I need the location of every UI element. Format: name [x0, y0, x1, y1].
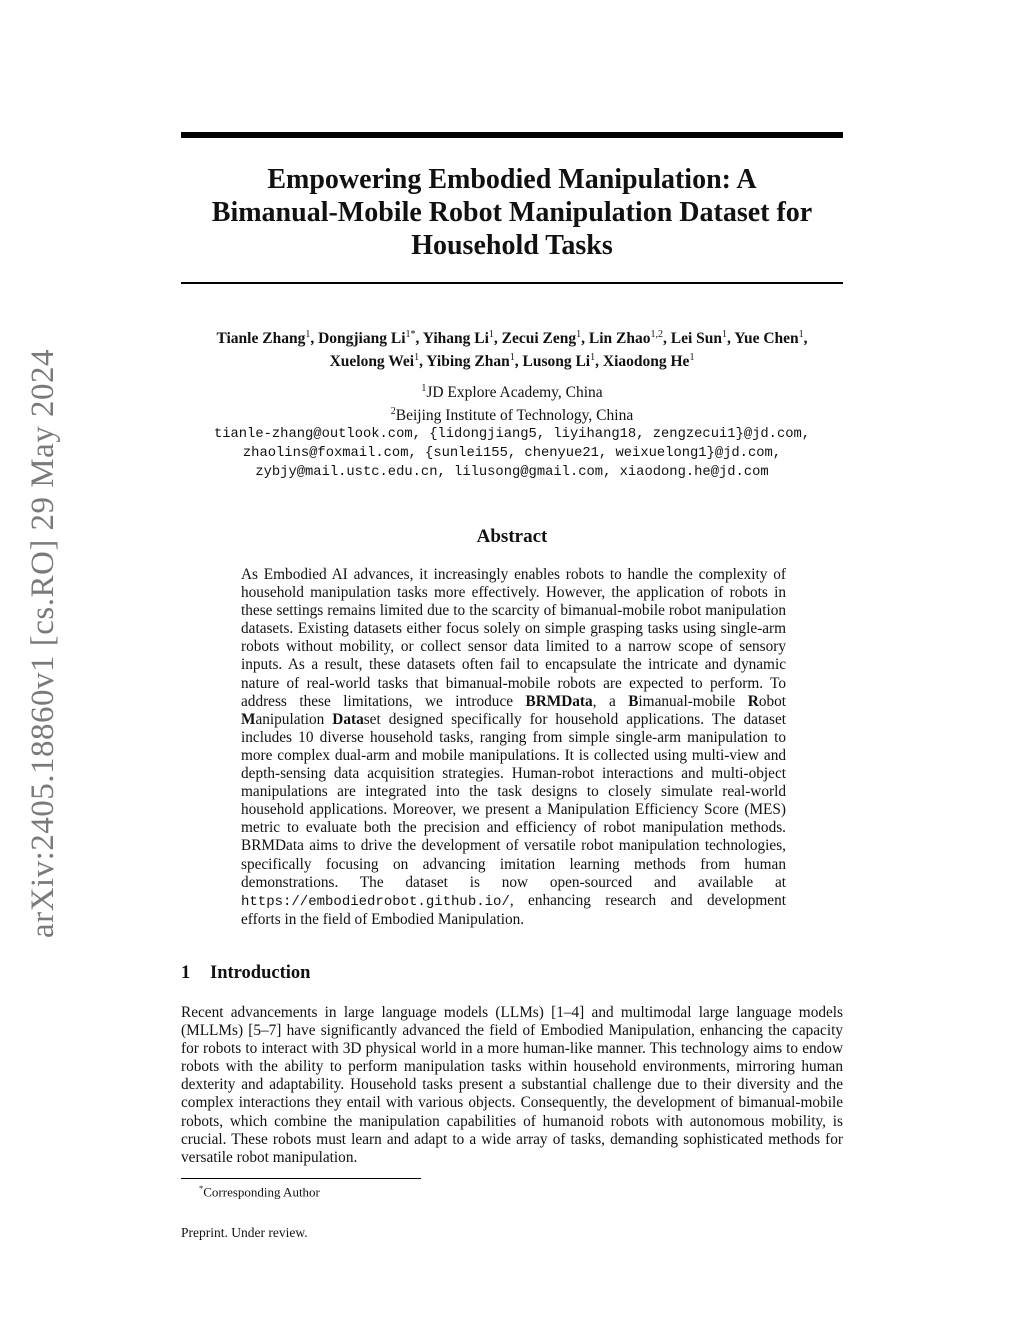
abstract-heading: Abstract	[476, 526, 548, 547]
author-name: Lin Zhao	[588, 330, 651, 348]
author-name: Dongjiang Li	[318, 330, 406, 348]
affiliation-name: JD Explore Academy, China	[426, 384, 603, 402]
abstract-text-part: imanual-mobile	[638, 692, 748, 710]
abstract-body	[241, 566, 786, 929]
footnote-mark: *	[199, 1183, 204, 1193]
affiliation-line	[181, 379, 843, 402]
affiliation-line	[181, 402, 843, 425]
project-url-link[interactable]: https://embodiedrobot.github.io/	[241, 893, 510, 910]
affiliation-mark: 1	[421, 383, 427, 394]
arxiv-sidebar-stamp	[18, 343, 70, 943]
section-heading	[181, 963, 843, 984]
author-affiliation-mark: 1,2	[650, 329, 663, 340]
author-name: Lei Sun	[670, 330, 723, 348]
title-line-1: Empowering Embodied Manipulation: A	[267, 164, 757, 195]
author-name: Zecui Zeng	[501, 330, 577, 348]
affiliations-block	[181, 379, 843, 482]
arxiv-identifier: arXiv:2405.18860v1 [cs.RO] 29 May 2024	[25, 348, 62, 938]
abstract-text-part: , enhancing research and development efforts in the field of Embodied Manipulation.	[241, 891, 786, 928]
footnote-text: Corresponding Author	[203, 1184, 320, 1200]
author-affiliation-mark: 1	[590, 352, 596, 364]
intro-paragraph: Recent advancements in large language models (LLMs) [1–4] and multimodal large language models (MLLMs) [5–7] have significantly advanced the field of Embodied Manipulation, enhancing the capacity for robots to interact with 3D physical world in a more human-like manner. This technology aims to endow robots with the ability to perform manipulation tasks within household environments, mirroring human dexterity and adaptability. Household tasks present a substantial challenge due to their diversity and the complex interactions they entail with various objects. Consequently, the development of bimanual-mobile robots, which combine the manipulation capabilities of humanoid robots with autonomous mobility, is crucial. These robots must learn and adapt to a wide array of tasks, demanding sophisticated methods for versatile robot manipulation.	[181, 1004, 843, 1166]
author-affiliation-mark: 1	[305, 329, 311, 340]
author-name: Yue Chen	[734, 330, 799, 348]
author-name: Lusong Li	[522, 353, 591, 371]
paper-title	[181, 163, 843, 262]
abstract-text-part: set designed specifically for household applications. The dataset includes 10 diverse household tasks, ranging from simple single-arm manipulation to more complex dual-arm and mobile manipulations. It is collected using multi-view and depth-sensing data acquisition strategies. Human-robot interactions and multi-object manipulations are integrated into the task designs to closely simulate real-world household applications. Moreover, we present a Manipulation Efficiency Score (MES) metric to evaluate both the precision and efficiency of robot manipulation methods. BRMData aims to drive the development of versatile robot manipulation technologies, specifically focusing on advancing imitation learning methods from human demonstrations. The dataset is now open-sourced and available at	[241, 710, 786, 891]
acronym-letter: B	[628, 692, 639, 710]
affiliation-mark: 2	[390, 406, 396, 418]
author-affiliation-mark: 1	[798, 329, 804, 340]
author-name: Xuelong Wei	[329, 353, 415, 371]
author-name: Yihang Li	[422, 330, 489, 348]
author-affiliation-mark: 1	[488, 329, 494, 340]
title-bottom-rule	[181, 282, 843, 284]
acronym-letter: M	[241, 710, 256, 728]
section-title: Introduction	[210, 963, 311, 983]
affiliation-name: Beijing Institute of Technology, China	[395, 407, 634, 425]
section-number: 1	[181, 963, 191, 983]
author-affiliation-mark: 1*	[405, 329, 416, 340]
author-affiliation-mark: 1	[414, 352, 420, 364]
email-line: zhaolins@foxmail.com, {sunlei155, chenyue21, weixuelong1}@jd.com,	[242, 446, 782, 462]
title-line-3: Household Tasks	[411, 230, 613, 261]
acronym-letter: R	[747, 692, 759, 710]
email-line: tianle-zhang@outlook.com, {lidongjiang5, liyihang18, zengzecui1}@jd.com,	[213, 427, 811, 443]
preprint-notice: Preprint. Under review.	[181, 1225, 308, 1240]
footnote-rule	[181, 1178, 421, 1179]
author-name: Yibing Zhan	[426, 353, 510, 371]
title-line-2: Bimanual-Mobile Robot Manipulation Dataset for	[211, 197, 813, 228]
abstract-text-part: As Embodied AI advances, it increasingly enables robots to handle the complexity of household manipulation tasks more effectively. However, the application of robots in these settings remains limited due to the scarcity of bimanual-mobile robot manipulation datasets. Existing datasets either focus solely on simple grasping tasks using single-arm robots without mobility, or collect sensor data limited to a narrow scope of sensory inputs. As a result, these datasets often fail to encapsulate the intricate and dynamic nature of real-world tasks that bimanual-mobile robots are expected to perform. To address these limitations, we introduce	[241, 566, 786, 710]
author-list: Tianle Zhang$^1$, Dongjiang $Li^{1*}$, Yihang Li$^1$, Zecui Zeng$^1$, Lin Zhao$^{1,2}$, Lei Sun$^1$, Yue Chen$^1$, Xuelong Wei$^1$, Yibing Zhan$^1$, Lusong Li$^1$, Xiaodong He$^1$	[216, 329, 808, 371]
dataset-name: BRMData	[525, 692, 593, 710]
abstract-text-part: obot	[758, 692, 787, 710]
abstract-text-part: anipulation	[255, 710, 333, 728]
author-affiliation-mark: 1	[576, 329, 582, 340]
author-name: Tianle Zhang	[216, 330, 306, 348]
author-affiliation-mark: 1	[689, 352, 695, 364]
author-affiliation-mark: 1	[722, 329, 728, 340]
author-affiliation-mark: 1	[509, 352, 515, 364]
author-name: Xiaodong He	[602, 353, 690, 371]
title-top-rule	[181, 132, 843, 138]
email-line: zybjy@mail.ustc.edu.cn, lilusong@gmail.com, xiaodong.he@jd.com	[255, 465, 769, 481]
abstract-text-part: , a	[592, 692, 629, 710]
acronym-letter: Data	[332, 710, 364, 728]
footnote	[199, 1180, 839, 1200]
